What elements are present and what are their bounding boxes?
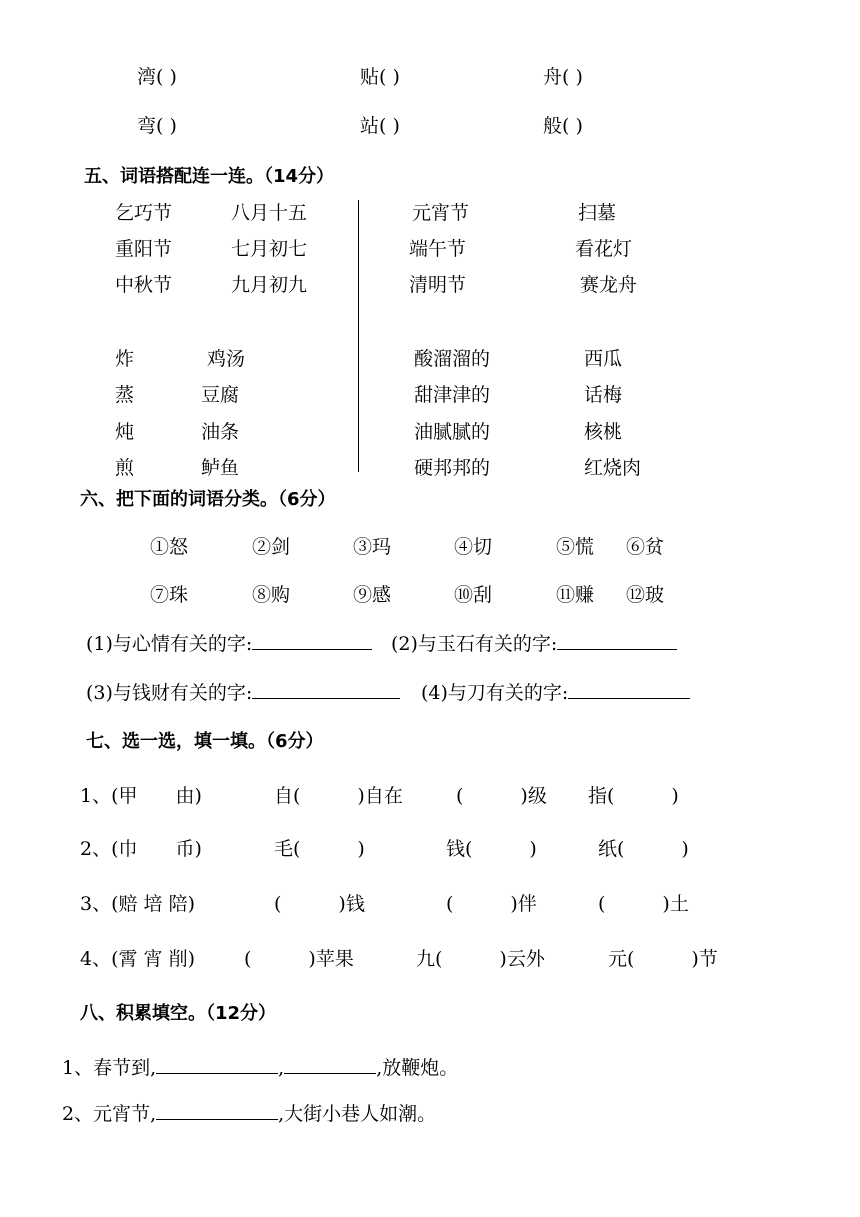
sec6-q2: [391, 629, 677, 656]
word-right[interactable]: 看花灯: [575, 238, 633, 260]
char-option: ③玛: [353, 536, 392, 558]
word-right[interactable]: 八月十五: [231, 202, 308, 224]
word-left[interactable]: 炖: [115, 421, 135, 443]
answer-blank[interactable]: [284, 1055, 376, 1074]
fill-item[interactable]: 九( )云外: [416, 948, 545, 970]
divider-line: [358, 200, 359, 472]
sec8-line-2: [62, 1099, 436, 1126]
answer-blank[interactable]: [557, 631, 677, 650]
word-right[interactable]: 油条: [201, 421, 240, 443]
answer-blank[interactable]: [252, 680, 400, 699]
choice-label: 2、(巾 币): [80, 838, 202, 860]
char-option: ⑤慌: [556, 536, 595, 558]
fill-item[interactable]: 自( )自在: [274, 785, 403, 807]
sec6-q4: [421, 678, 690, 705]
word-left[interactable]: 中秋节: [115, 274, 173, 296]
word-right[interactable]: 扫墓: [578, 202, 617, 224]
sec6-title: 六、把下面的词语分类。（6分）: [80, 489, 336, 510]
char-wan: 湾( ): [137, 66, 177, 88]
word-left[interactable]: 煎: [115, 457, 135, 479]
char-zhan: 站( ): [360, 115, 400, 137]
fill-item[interactable]: 纸( ): [598, 838, 689, 860]
sec6-q3: [86, 678, 400, 705]
word-left[interactable]: 硬邦邦的: [414, 457, 491, 479]
fill-item[interactable]: ( )伴: [446, 893, 537, 915]
word-right[interactable]: 西瓜: [584, 348, 623, 370]
char-option: ①怒: [150, 536, 189, 558]
word-left[interactable]: 酸溜溜的: [414, 348, 491, 370]
char-option: ⑦珠: [150, 584, 189, 606]
word-left[interactable]: 甜津津的: [414, 384, 491, 406]
char-option: ⑨感: [353, 584, 392, 606]
sec7-title: 七、选一选，填一填。（6分）: [86, 731, 324, 752]
char-wan2: 弯( ): [137, 115, 177, 137]
choice-label: 1、(甲 由): [80, 785, 202, 807]
char-option: ⑪赚: [556, 584, 595, 606]
char-option: ⑥贫: [626, 536, 665, 558]
word-left[interactable]: 清明节: [409, 274, 467, 296]
char-option: ⑧购: [252, 584, 291, 606]
line-text: 2、元宵节,: [62, 1103, 157, 1125]
word-right[interactable]: 九月初九: [231, 274, 308, 296]
word-left[interactable]: 油腻腻的: [414, 421, 491, 443]
word-right[interactable]: 七月初七: [231, 238, 308, 260]
char-ban: 般( ): [543, 115, 583, 137]
word-left[interactable]: 炸: [115, 348, 135, 370]
fill-item[interactable]: 元( )节: [608, 948, 718, 970]
answer-blank[interactable]: [568, 680, 690, 699]
char-option: ②剑: [252, 536, 291, 558]
word-right[interactable]: 赛龙舟: [580, 274, 638, 296]
word-left[interactable]: 乞巧节: [115, 202, 173, 224]
word-left[interactable]: 蒸: [115, 384, 135, 406]
line-text: ,大街小巷人如潮。: [278, 1103, 437, 1125]
word-right[interactable]: 豆腐: [201, 384, 240, 406]
choice-label: 4、(霄 宵 削): [80, 948, 195, 970]
word-right[interactable]: 鲈鱼: [201, 457, 240, 479]
word-right[interactable]: 核桃: [584, 421, 623, 443]
word-left[interactable]: 重阳节: [115, 238, 173, 260]
sec8-line-1: [62, 1053, 458, 1080]
question-label: (1)与心情有关的字:: [86, 633, 253, 655]
fill-item[interactable]: 指( ): [588, 785, 679, 807]
fill-item[interactable]: ( )土: [598, 893, 689, 915]
word-left[interactable]: 端午节: [409, 238, 467, 260]
sec5-title: 五、词语搭配连一连。（14分）: [84, 166, 335, 187]
word-right[interactable]: 鸡汤: [207, 348, 246, 370]
fill-item[interactable]: ( )钱: [274, 893, 365, 915]
char-option: ⑫玻: [626, 584, 665, 606]
answer-blank[interactable]: [156, 1101, 278, 1120]
fill-item[interactable]: 毛( ): [274, 838, 365, 860]
sec8-title: 八、积累填空。（12分）: [80, 1003, 277, 1024]
line-text: ,放鞭炮。: [376, 1057, 459, 1079]
word-right[interactable]: 话梅: [584, 384, 623, 406]
word-left[interactable]: 元宵节: [412, 202, 470, 224]
char-option: ⑩刮: [454, 584, 493, 606]
fill-item[interactable]: ( )苹果: [244, 948, 354, 970]
char-zhou: 舟( ): [543, 66, 583, 88]
answer-blank[interactable]: [156, 1055, 278, 1074]
fill-item[interactable]: 钱( ): [446, 838, 537, 860]
question-label: (4)与刀有关的字:: [421, 682, 569, 704]
answer-blank[interactable]: [252, 631, 372, 650]
char-tie: 贴( ): [360, 66, 400, 88]
char-option: ④切: [454, 536, 493, 558]
question-label: (2)与玉石有关的字:: [391, 633, 558, 655]
choice-label: 3、(赔 培 陪): [80, 893, 195, 915]
line-text: 1、春节到,: [62, 1057, 157, 1079]
question-label: (3)与钱财有关的字:: [86, 682, 253, 704]
word-right[interactable]: 红烧肉: [584, 457, 642, 479]
fill-item[interactable]: ( )级: [456, 785, 547, 807]
sec6-q1: [86, 629, 372, 656]
line-text: ,: [278, 1057, 285, 1079]
